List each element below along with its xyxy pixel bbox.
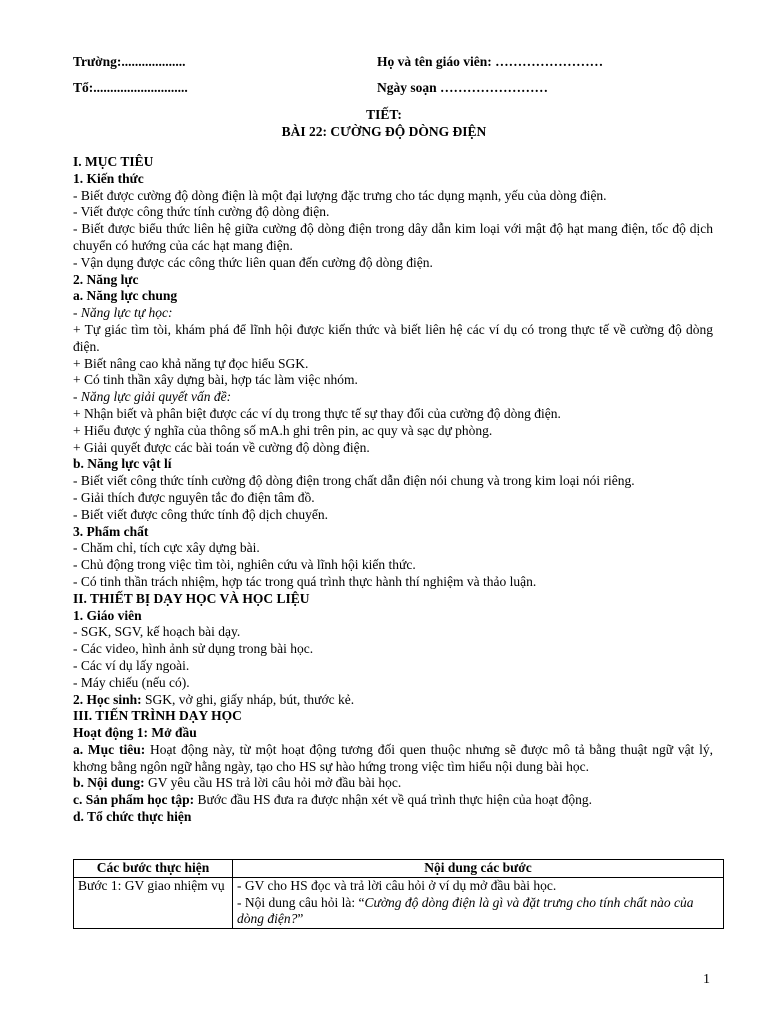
section-equipment-heading: II. THIẾT BỊ DẠY HỌC VÀ HỌC LIỆU <box>73 590 310 606</box>
activity-goal-text: Hoạt động này, từ một hoạt động tương đối quen thuộc nhưng sẽ được mô tả bằng thuật ngữ vật lý, khơng bằng ngôn ngữ hằng ngày, tạo cho HS sự hào hứng trong việc tìm hiểu nội dung bài học. <box>73 741 713 774</box>
step-content-line: - GV cho HS đọc và trả lời câu hỏi ở ví dụ mở đầu bài học. <box>237 877 557 893</box>
physics-competence-item: - Biết viết được công thức tính độ dịch chuyển. <box>73 506 328 522</box>
knowledge-item: - Biết được biểu thức liên hệ giữa cường độ dòng điện trong dây dẫn kim loại với mật độ hạt mang điện, tốc độ dịch chuyển có hướng của các hạt mang điện. <box>73 221 713 253</box>
problem-solving-item: + Nhận biết và phân biệt được các ví dụ trong thực tế sự thay đổi của cường độ dòng điện. <box>73 405 561 421</box>
teacher-material-item: - Máy chiếu (nếu có). <box>73 674 190 690</box>
col-steps-header: Các bước thực hiện <box>74 860 233 878</box>
problem-solving-item: + Hiểu được ý nghĩa của thông số mA.h ghi trên pin, ac quy và sạc dự phòng. <box>73 422 493 438</box>
knowledge-item: - Viết được công thức tính cường độ dòng điện. <box>73 204 330 220</box>
quality-item: - Có tinh thần trách nhiệm, hợp tác trong quá trình thực hành thí nghiệm và thảo luận. <box>73 573 537 589</box>
student-materials <box>73 692 713 709</box>
physics-competence-heading: b. Năng lực vật lí <box>73 456 172 472</box>
physics-competence-item: - Giải thích được nguyên tắc đo điện tâm đồ. <box>73 489 315 505</box>
lesson-period: TIẾT: <box>366 107 402 122</box>
student-materials-text: SGK, vở ghi, giấy nháp, bút, thước kẻ. <box>141 691 355 707</box>
self-study-item: + Tự giác tìm tòi, khám phá để lĩnh hội được kiến thức và biết liên hệ các ví dụ có trong thực tế về cường độ dòng điện. <box>73 321 713 354</box>
group-field: Tổ:............................ <box>73 80 188 95</box>
school-field: Trường:................... <box>73 54 186 69</box>
teacher-name-field: Họ và tên giáo viên: …………………… <box>377 54 604 69</box>
problem-solving-item: + Giải quyết được các bài toán về cường độ dòng điện. <box>73 439 370 455</box>
quality-item: - Chủ động trong việc tìm tòi, nghiên cứu và lĩnh hội kiến thức. <box>73 557 416 573</box>
activity-product-text: Bước đầu HS đưa ra được nhận xét về quá trình thực hiện của hoạt động. <box>194 792 592 808</box>
activity-content <box>73 775 713 792</box>
section-objectives-heading: I. MỤC TIÊU <box>73 154 154 169</box>
table-row <box>74 877 724 928</box>
table-header-row <box>74 860 724 878</box>
step-question-line <box>237 895 719 929</box>
activity-heading: Hoạt động 1: Mở đầu <box>73 725 197 741</box>
activity-content-label: b. Nội dung: <box>73 775 145 791</box>
step-cell: Bước 1: GV giao nhiệm vụ <box>74 877 233 928</box>
step-content-cell <box>233 877 724 928</box>
step-question-suffix: ” <box>297 911 304 927</box>
quality-item: - Chăm chỉ, tích cực xây dựng bài. <box>73 540 260 556</box>
self-study-label: - Năng lực tự học: <box>73 305 173 321</box>
self-study-item: + Biết nâng cao khả năng tự đọc hiểu SGK. <box>73 355 309 371</box>
activity-goal-label: a. Mục tiêu: <box>73 741 146 757</box>
quality-heading: 3. Phẩm chất <box>73 523 149 539</box>
competence-heading: 2. Năng lực <box>73 271 139 287</box>
page-number: 1 <box>703 972 710 987</box>
teacher-material-item: - Các video, hình ảnh sử dụng trong bài học. <box>73 641 314 657</box>
lesson-title: BÀI 22: CƯỜNG ĐỘ DÒNG ĐIỆN <box>281 124 487 139</box>
problem-solving-label: - Năng lực giải quyết vấn đề: <box>73 389 232 405</box>
activity-goal <box>73 742 713 776</box>
activity-organization-heading: d. Tổ chức thực hiện <box>73 809 192 825</box>
knowledge-item: - Vận dụng được các công thức liên quan đến cường độ dòng điện. <box>73 254 433 270</box>
student-materials-label: 2. Học sinh: <box>73 691 142 707</box>
activity-product <box>73 792 713 809</box>
teacher-materials-heading: 1. Giáo viên <box>73 607 142 623</box>
step-question-text: Cường độ dòng điện là gì và đặt trưng cho tính chất nào của dòng điện? <box>237 894 694 927</box>
general-competence-heading: a. Năng lực chung <box>73 288 178 304</box>
step-question-prefix: - Nội dung câu hỏi là: “ <box>237 894 365 910</box>
knowledge-heading: 1. Kiến thức <box>73 170 144 186</box>
activity-product-label: c. Sản phẩm học tập: <box>73 792 195 808</box>
teacher-material-item: - Các ví dụ lấy ngoài. <box>73 657 190 673</box>
col-content-header: Nội dung các bước <box>233 860 724 878</box>
date-field: Ngày soạn …………………… <box>377 80 549 95</box>
section-process-heading: III. TIẾN TRÌNH DẠY HỌC <box>73 708 242 724</box>
self-study-item: + Có tinh thần xây dựng bài, hợp tác làm việc nhóm. <box>73 372 358 388</box>
teacher-material-item: - SGK, SGV, kế hoạch bài dạy. <box>73 624 241 640</box>
lesson-content <box>73 154 713 826</box>
physics-competence-item: - Biết viết công thức tính cường độ dòng điện trong chất dẫn điện nói chung và trong kim loại nói riêng. <box>73 473 635 489</box>
knowledge-item: - Biết được cường độ dòng điện là một đại lượng đặc trưng cho tác dụng mạnh, yếu của dòng điện. <box>73 187 607 203</box>
activity-content-text: GV yêu cầu HS trả lời câu hỏi mở đầu bài học. <box>144 775 402 791</box>
steps-table <box>73 859 724 929</box>
